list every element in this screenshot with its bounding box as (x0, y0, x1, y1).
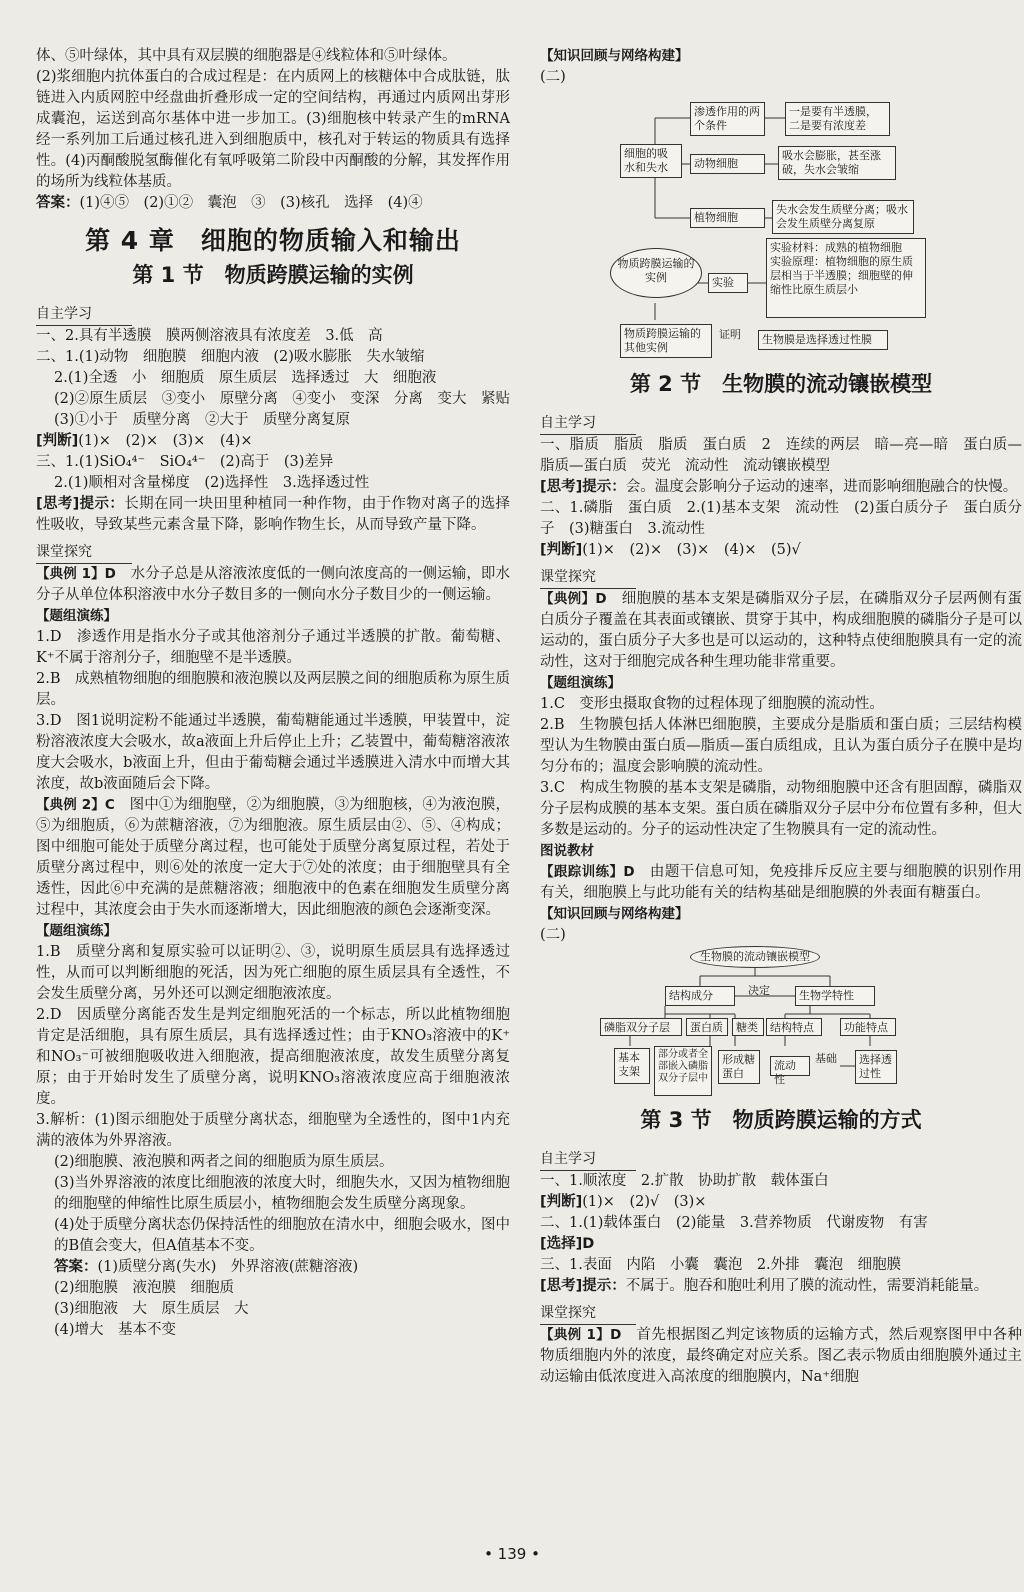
line: 三、1.(1)SiO₄⁴⁻ SiO₄⁴⁻ (2)高于 (3)差异 (36, 454, 334, 470)
right-column (540, 46, 1022, 1388)
box-tiaojian: 一是要有半透膜，二是要有浓度差 (785, 102, 890, 136)
example (36, 795, 510, 921)
line: 二、1.(1)载体蛋白 (2)能量 3.营养物质 代谢废物 有害 (540, 1215, 928, 1231)
box-linzhi: 磷脂双分子层 (600, 1018, 682, 1036)
exercise-item: 3.解析：(1)图示细胞处于质壁分离状态，细胞壁为全透性的，图中1内充满的液体为外界溶液。 (36, 1112, 510, 1149)
sikao-label: [思考]提示： (540, 1278, 626, 1294)
exercise-item: 3.D 图1说明淀粉不能通过半透膜，葡萄糖能通过半透膜，甲装置中，淀粉溶液浓度大会吸水，故a液面上升后停止上升；乙装置中，葡萄糖溶液浓度大会吸水，b液面上升，但由于葡萄糖会通过半透膜进入清水中而增大其浓度，故b液面随后会下降。 (36, 713, 510, 792)
genzong-label: 【跟踪训练】D (540, 864, 635, 880)
tushuo-label: 图说教材 (540, 843, 594, 859)
sikao-label: [思考]提示： (540, 479, 626, 495)
line: (3)当外界溶液的浓度比细胞液的浓度大时，细胞失水，又因为植物细胞的细胞壁的伸缩性比原生质层小，植物细胞会发生质壁分离现象。 (54, 1175, 510, 1212)
concept-map-other (540, 324, 1022, 360)
box-xuanze: 生物膜是选择透过性膜 (758, 330, 888, 350)
answer-label-line (36, 1257, 510, 1278)
box-dongwu: 动物细胞 (690, 154, 765, 174)
exercise-item: 1.C 变形虫摄取食物的过程体现了细胞膜的流动性。 (540, 696, 884, 712)
panduan-line (36, 431, 510, 452)
genzong-text: 由题干信息可知，免疫排斥反应主要与细胞膜的识别作用有关，细胞膜上与此功能有关的结构基础是细胞膜的外表面有糖蛋白。 (540, 864, 1023, 901)
box-xztg: 选择透过性 (855, 1050, 897, 1084)
answer-text: (1)质壁分离(失水) 外界溶液(蔗糖溶液) (97, 1259, 359, 1275)
ellipse-shili: 物质跨膜运输的实例 (610, 248, 702, 298)
tizu-label: 【题组演练】 (540, 675, 621, 691)
label-jichu: 基础 (815, 1052, 837, 1065)
box-shiyan-r: 实验材料：成熟的植物细胞 实验原理：植物细胞的原生质层相当于半透膜；细胞壁的伸缩性比原生质层小 (766, 238, 926, 318)
line: 一、1.顺浓度 2.扩散 协助扩散 载体蛋白 (540, 1173, 829, 1189)
tizu-label: 【题组演练】 (36, 923, 117, 939)
sikao-label: [思考]提示： (36, 496, 125, 512)
box-tangdanbai: 形成糖蛋白 (718, 1050, 760, 1084)
section-title: 第 2 节 生物膜的流动镶嵌模型 (629, 372, 933, 396)
ketang-label: 课堂探究 (36, 542, 132, 564)
box-liudong: 流动性 (770, 1056, 810, 1076)
zizhu-label: 自主学习 (540, 413, 636, 435)
box-jgtd: 结构特点 (766, 1018, 822, 1036)
genzong (540, 862, 1022, 904)
panduan-label: [判断] (540, 1194, 583, 1210)
box-zhiwu: 植物细胞 (690, 208, 765, 228)
box-shentou: 渗透作用的两个条件 (690, 102, 765, 136)
example-text: 首先根据图乙判定该物质的运输方式，然后观察图甲中各种物质细胞内外的浓度，最终确定对应关系。图乙表示物质由细胞膜外通过主动运输由低浓度进入高浓度的细胞膜内，Na⁺细胞 (540, 1327, 1023, 1385)
panduan-label: [判断] (36, 433, 79, 449)
example (540, 589, 1022, 673)
exercise-item: 1.D 渗透作用是指水分子或其他溶剂分子通过半透膜的扩散。葡萄糖、K⁺不属于溶剂分子，细胞壁不是半透膜。 (36, 629, 510, 666)
answer-label: 答案： (36, 195, 80, 211)
panduan-label: [判断] (540, 542, 583, 558)
line: (4)处于质壁分离状态仍保持活性的细胞放在清水中，细胞会吸水，图中的B值会变大，但A值基本不变。 (54, 1217, 510, 1254)
review-label: 【知识回顾与网络构建】 (540, 48, 689, 64)
answer-text: (4)增大 基本不变 (54, 1322, 177, 1338)
panduan-text: (1)× (2)√ (3)× (582, 1194, 707, 1210)
xuanze-label: [选择] (540, 1236, 583, 1252)
sikao-line (36, 494, 510, 536)
review-sub: (二) (540, 927, 566, 943)
exercise-item: 2.B 生物膜包括人体淋巴细胞膜，主要成分是脂质和蛋白质；三层结构模型认为生物膜由蛋白质—脂质—蛋白质组成，且认为蛋白质分子在膜中是均匀分布的；温度会影响膜的流动性。 (540, 717, 1022, 775)
answer-text: (1)④⑤ (2)①② 囊泡 ③ (3)核孔 选择 (4)④ (79, 195, 423, 211)
box-danbai: 蛋白质 (686, 1018, 728, 1036)
label-jueding: 决定 (748, 984, 770, 997)
line: 三、1.表面 内陷 小囊 囊泡 2.外排 囊泡 细胞膜 (540, 1257, 902, 1273)
line: 2.(1)顺相对含量梯度 (2)选择性 3.选择透过性 (54, 475, 370, 491)
left-column (36, 46, 525, 1341)
box-zhiwu-r: 失水会发生质壁分离；吸水会发生质壁分离复原 (772, 200, 914, 234)
sikao-line (540, 1276, 1022, 1297)
concept-map-osmosis (540, 88, 1022, 324)
example (36, 564, 510, 606)
answer-text: (2)细胞膜 液泡膜 细胞质 (54, 1280, 235, 1296)
sikao-text: 长期在同一块田里种植同一种作物，由于作物对离子的选择性吸收，导致某些元素含量下降，影响作物生长，从而导致产量下降。 (36, 496, 510, 533)
example-text: 图中①为细胞壁，②为细胞膜，③为细胞核，④为液泡膜，⑤为细胞质，⑥为蔗糖溶液，⑦为细胞液。原生质层由②、⑤、④构成；图中细胞可能处于质壁分离过程，也可能处于质壁分离复原过程，若处于质壁分离过程中，则⑥处的浓度一定大于⑦处的浓度；由于细胞壁具有全透性，因此⑥中充满的是蔗糖溶液；细胞液中的色素在细胞发生质壁分离过程中，其浓度会由于失水而逐渐增大，因此细胞液的颜色会逐渐变深。 (36, 797, 511, 918)
paragraph: (2)浆细胞内抗体蛋白的合成过程是：在内质网上的核糖体中合成肽链，肽链进入内质网腔中经盘曲折叠形成一定的空间结构，再通过内质网出芽形成囊泡，运送到高尔基体中进一步加工。(3)细胞核中转录产生的mRNA经一系列加工后通过核孔进入到细胞质中，核孔对于转运的物质具有选择性。(4)丙酮酸脱氢酶催化有氧呼吸第二阶段中丙酮酸的分解，其发挥作用的场所为线粒体基质。 (36, 69, 510, 190)
review-sub: (二) (540, 69, 566, 85)
zizhu-label: 自主学习 (36, 304, 132, 326)
panduan-text: (1)× (2)× (3)× (4)× (78, 433, 253, 449)
tizu-label: 【题组演练】 (36, 608, 117, 624)
line: (2)②原生质层 ③变小 原壁分离 ④变小 变深 分离 变大 紧贴 (3)①小于 质壁分离 ②大于 质壁分离复原 (54, 391, 525, 428)
exercise-item: 2.D 因质壁分离能否发生是判定细胞死活的一个标志，所以此植物细胞肯定是活细胞，具有原生质层，具有选择透过性；由于KNO₃溶液中的K⁺和NO₃⁻可被细胞吸收进入细胞液，提高细胞液浓度，故发生质壁分离复原；由于开始时发生了质壁分离，说明KNO₃溶液浓度应高于细胞液浓度。 (36, 1007, 510, 1107)
concept-map-membrane (540, 946, 1022, 1096)
section-title: 第 3 节 物质跨膜运输的方式 (640, 1108, 922, 1132)
label-zhengming: 证明 (719, 328, 741, 341)
line: 二、1.(1)动物 细胞膜 细胞内液 (2)吸水膨胀 失水皱缩 (36, 349, 425, 365)
line: 2.(1)全透 小 细胞质 原生质层 选择透过 大 细胞液 (54, 370, 437, 386)
box-texing: 生物学特性 (795, 986, 875, 1006)
example-text: 水分子总是从溶液浓度低的一侧向浓度高的一侧运输，即水分子从单位体积溶液中水分子数目多的一侧向水分子数目少的一侧运输。 (36, 566, 511, 603)
line: 一、脂质 脂质 脂质 蛋白质 2 连续的两层 暗—亮—暗 蛋白质—脂质—蛋白质 荧光 流动性 流动镶嵌模型 (540, 437, 1022, 474)
paragraph: 体、⑤叶绿体，其中具有双层膜的细胞器是④线粒体和⑤叶绿体。 (36, 48, 457, 64)
ketang-label: 课堂探究 (540, 1303, 636, 1325)
ketang-label: 课堂探究 (540, 567, 636, 589)
example-text: 细胞膜的基本支架是磷脂双分子层，在磷脂双分子层两侧有蛋白质分子覆盖在其表面或镶嵌、贯穿于其中，构成细胞膜的磷脂分子是可以运动的，蛋白质分子大多也是可以运动的，这种特点使细胞膜具有一定的流动性，这对于细胞完成各种生理功能非常重要。 (540, 591, 1023, 670)
example-label: 【典例 2】C (36, 797, 115, 813)
box-gntd: 功能特点 (840, 1018, 896, 1036)
xuanze-text: D (582, 1236, 595, 1252)
panduan-text: (1)× (2)× (3)× (4)× (5)√ (582, 542, 801, 558)
line: 一、2.具有半透膜 膜两侧溶液具有浓度差 3.低 高 (36, 328, 383, 344)
page-number: • 139 • (484, 1545, 540, 1563)
box-shiyan: 实验 (708, 273, 748, 293)
box-xishui: 细胞的吸水和失水 (620, 144, 682, 178)
box-jiben: 基本支架 (614, 1048, 650, 1084)
line: 二、1.磷脂 蛋白质 2.(1)基本支架 流动性 (2)蛋白质分子 蛋白质分子 (3)糖蛋白 3.流动性 (540, 500, 1022, 537)
line: (2)细胞膜、液泡膜和两者之间的细胞质为原生质层。 (54, 1154, 394, 1170)
answer-line (36, 193, 510, 214)
sikao-line (540, 477, 1022, 498)
panduan-line (540, 1192, 1022, 1213)
sikao-text: 会。温度会影响分子运动的速率，进而影响细胞融合的快慢。 (625, 479, 1018, 495)
chapter-title: 第 4 章 细胞的物质输入和输出 (85, 226, 461, 255)
panduan-line (540, 540, 1022, 561)
example-label: 【典例 1】D (36, 566, 116, 582)
exercise-item: 1.B 质壁分离和复原实验可以证明②、③，说明原生质层具有选择透过性，从而可以判断细胞的死活，因为死亡细胞的原生质层具有全透性，不会发生质壁分离，另外还可以测定细胞液浓度。 (36, 944, 510, 1002)
ellipse-top: 生物膜的流动镶嵌模型 (690, 946, 820, 968)
xuanze-line (540, 1234, 1022, 1255)
box-qita: 物质跨膜运输的其他实例 (620, 324, 712, 358)
box-bufen: 部分或者全部嵌入磷脂双分子层中 (654, 1046, 712, 1096)
exercise-item: 3.C 构成生物膜的基本支架是磷脂，动物细胞膜中还含有胆固醇，磷脂双分子层构成膜的基本支架。蛋白质在磷脂双分子层中分布位置有多种，但大多数是运动的。分子的运动性决定了生物膜具有一定的流动性。 (540, 780, 1022, 838)
box-tanglei: 糖类 (732, 1018, 764, 1036)
section-title: 第 1 节 物质跨膜运输的实例 (132, 263, 414, 287)
answer-text: (3)细胞液 大 原生质层 大 (54, 1301, 249, 1317)
box-dongwu-r: 吸水会膨胀，甚至涨破，失水会皱缩 (778, 146, 896, 180)
example-label: 【典例】D (540, 591, 607, 607)
zizhu-label: 自主学习 (540, 1149, 636, 1171)
review-label: 【知识回顾与网络构建】 (540, 906, 689, 922)
exercise-item: 2.B 成熟植物细胞的细胞膜和液泡膜以及两层膜之间的细胞质称为原生质层。 (36, 671, 510, 708)
box-jiegou: 结构成分 (665, 986, 735, 1006)
example (540, 1325, 1022, 1388)
example-label: 【典例 1】D (540, 1327, 622, 1343)
answer-label: 答案： (54, 1259, 98, 1275)
sikao-text: 不属于。胞吞和胞吐利用了膜的流动性，需要消耗能量。 (625, 1278, 989, 1294)
